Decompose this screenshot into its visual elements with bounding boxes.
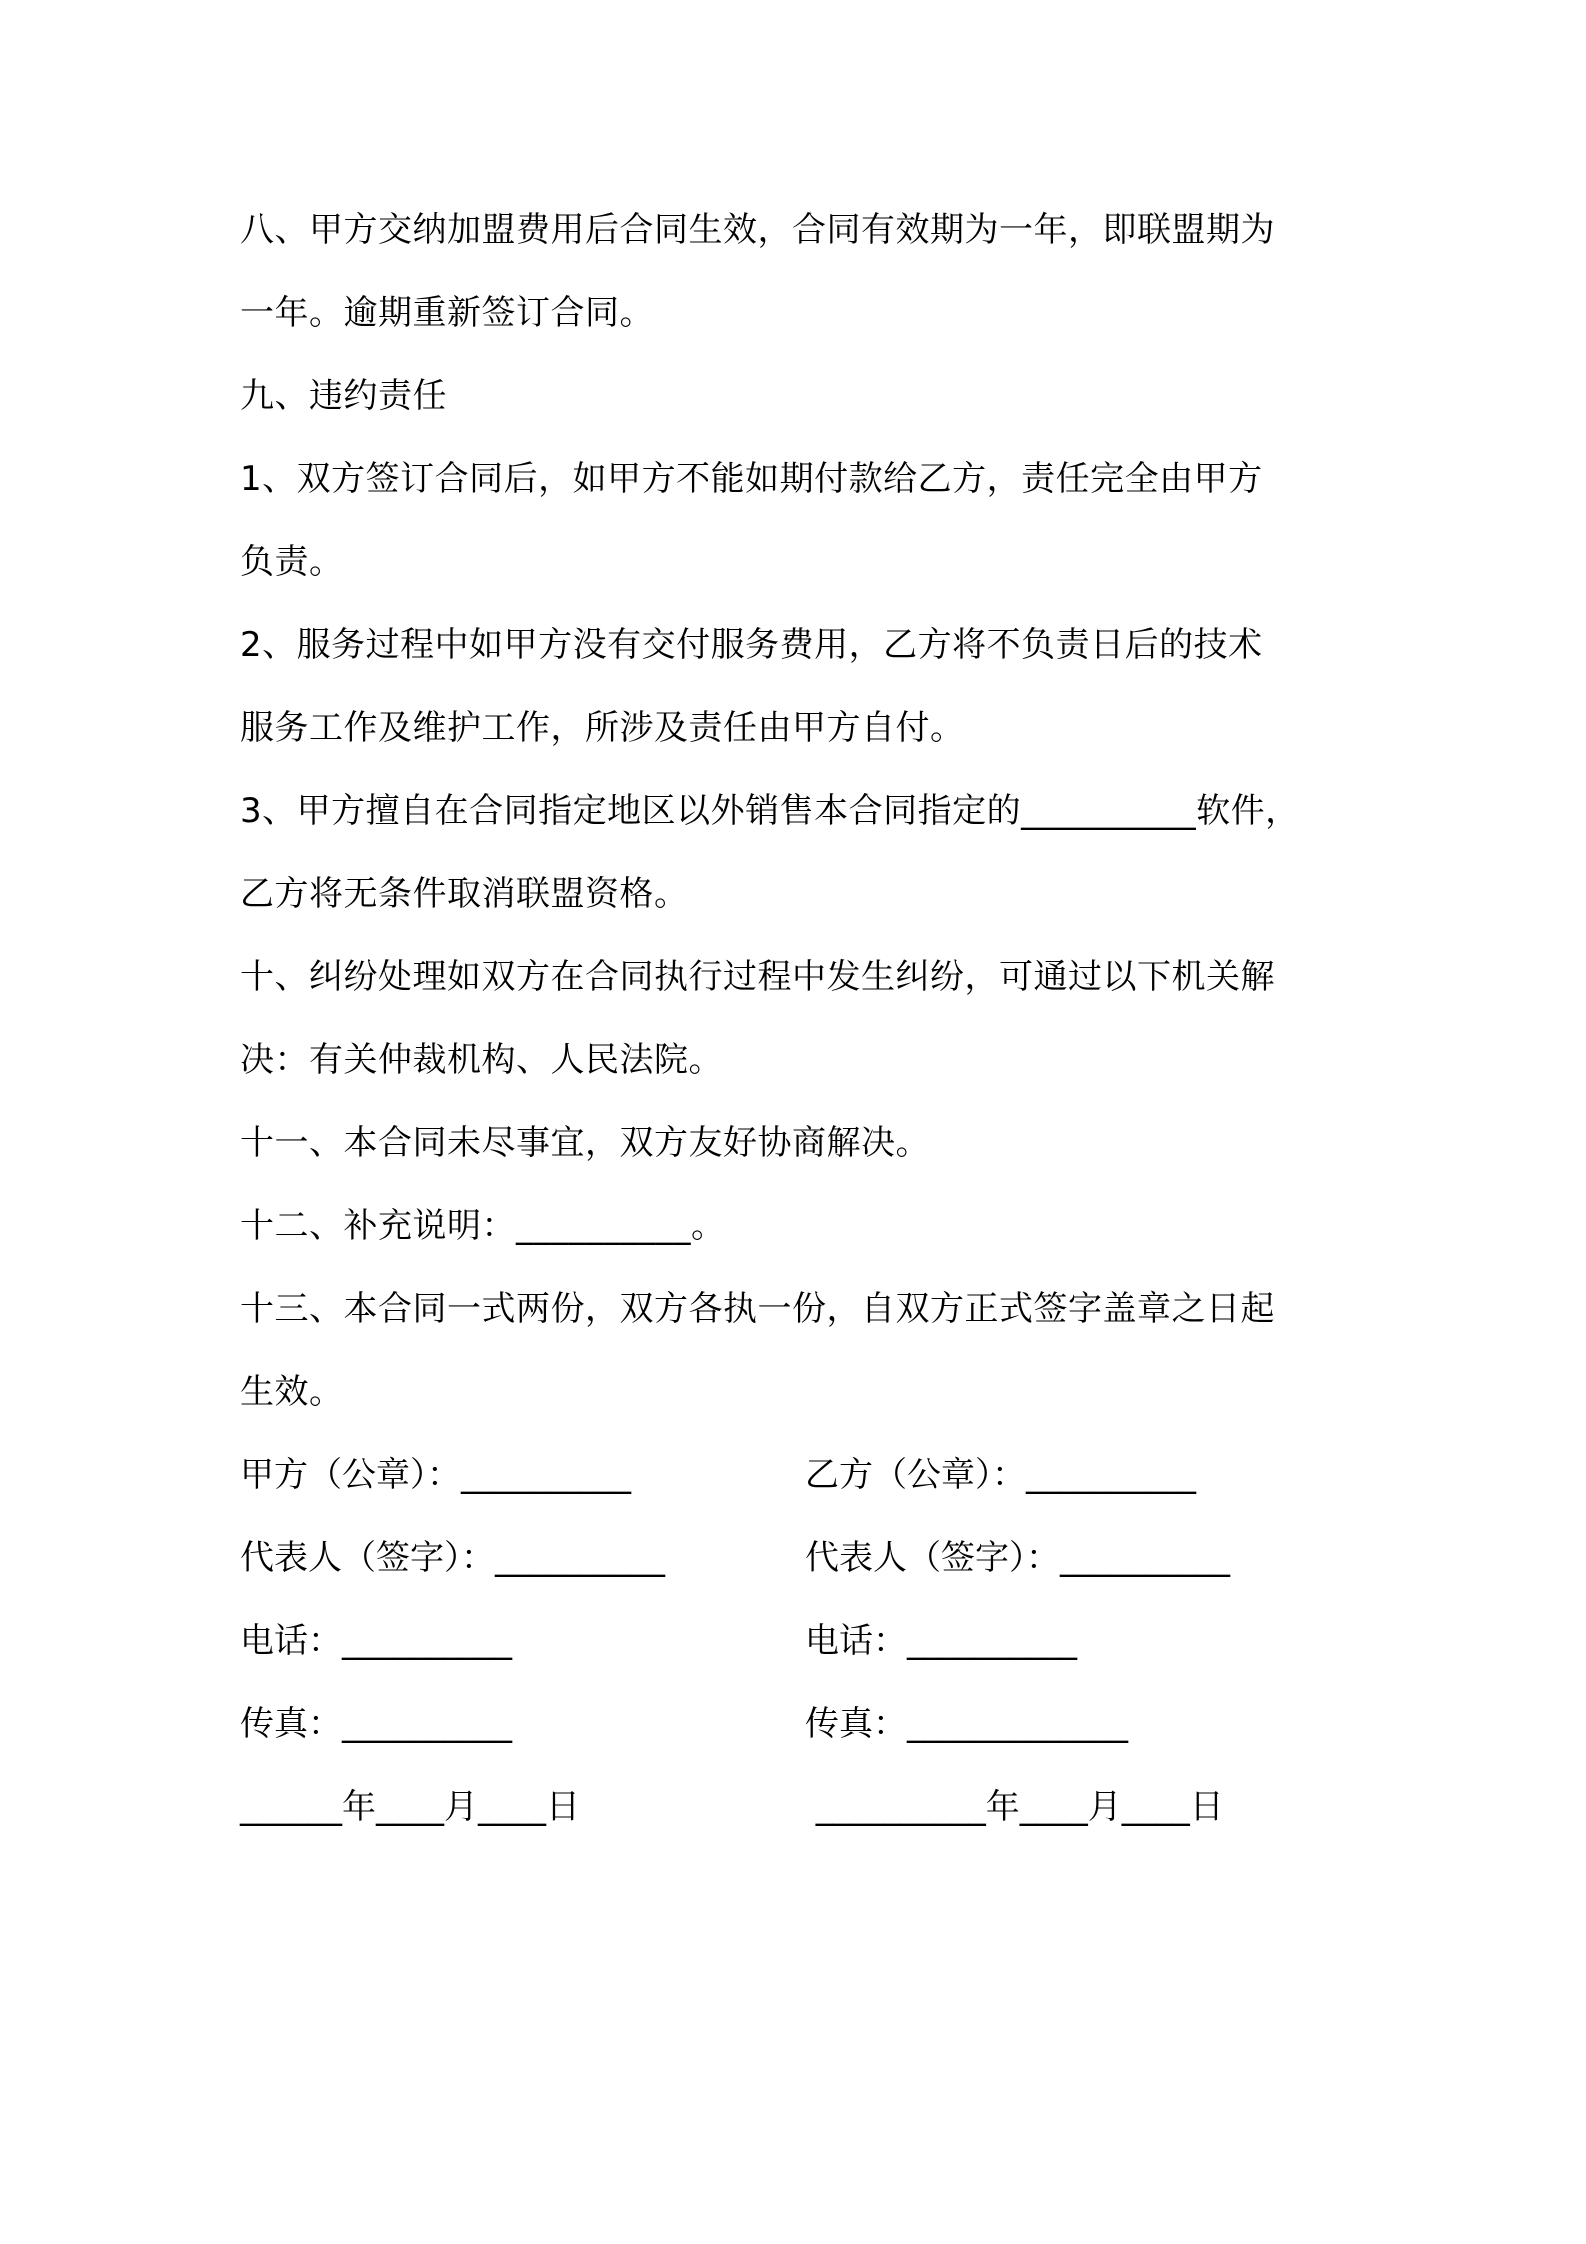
party-a-phone: 电话：__________: [240, 1621, 512, 1661]
clause-13-line-1: 十三、本合同一式两份，双方各执一份，自双方正式签字盖章之日起: [240, 1289, 1275, 1329]
clause-9-1-line-1: 1、双方签订合同后，如甲方不能如期付款给乙方，责任完全由甲方: [240, 459, 1263, 499]
party-a-seal: 甲方（公章）：__________: [240, 1455, 631, 1495]
party-a-representative: 代表人（签字）：__________: [240, 1538, 665, 1578]
clause-10-line-1: 十、纠纷处理如双方在合同执行过程中发生纠纷，可通过以下机关解: [240, 957, 1275, 997]
clause-9-3-line-1: 3、甲方擅自在合同指定地区以外销售本合同指定的__________软件，: [240, 791, 1300, 831]
clause-11: 十一、本合同未尽事宜，双方友好协商解决。: [240, 1123, 930, 1163]
clause-9-1-line-2: 负责。: [240, 542, 344, 582]
clause-8-line-2: 一年。逾期重新签订合同。: [240, 293, 654, 333]
signature-row-phone: [240, 1616, 1400, 1666]
party-a-date: ______年____月____日: [240, 1787, 580, 1827]
clause-9-3-line-2: 乙方将无条件取消联盟资格。: [240, 874, 689, 914]
clause-13-line-2: 生效。: [240, 1372, 344, 1412]
signature-row-representative: [240, 1533, 1400, 1583]
clause-9-2-line-1: 2、服务过程中如甲方没有交付服务费用，乙方将不负责日后的技术: [240, 625, 1263, 665]
party-a-fax: 传真：__________: [240, 1704, 512, 1744]
party-b-representative: 代表人（签字）：__________: [805, 1538, 1230, 1578]
party-b-date: __________年____月____日: [805, 1787, 1224, 1827]
clause-10-line-2: 决：有关仲裁机构、人民法院。: [240, 1040, 723, 1080]
clause-9-heading: 九、违约责任: [240, 376, 447, 416]
party-b-fax: 传真：_____________: [805, 1704, 1128, 1744]
party-b-seal: 乙方（公章）：__________: [805, 1455, 1196, 1495]
clause-9-2-line-2: 服务工作及维护工作，所涉及责任由甲方自付。: [240, 708, 965, 748]
party-b-phone: 电话：__________: [805, 1621, 1077, 1661]
clause-8-line-1: 八、甲方交纳加盟费用后合同生效，合同有效期为一年，即联盟期为: [240, 210, 1275, 250]
signature-row-seal: [240, 1450, 1400, 1500]
signature-row-date: [240, 1782, 1400, 1832]
clause-12: 十二、补充说明：__________。: [240, 1206, 726, 1246]
signature-row-fax: [240, 1699, 1400, 1749]
